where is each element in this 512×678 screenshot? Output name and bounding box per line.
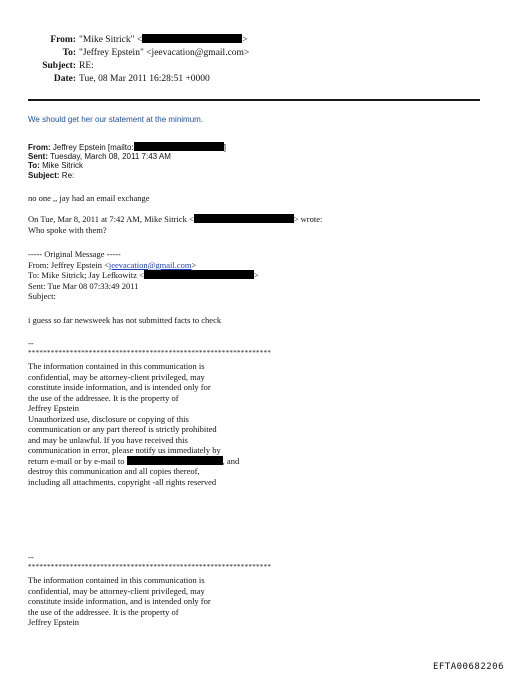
- disclaimer-line: Unauthorized use, disclosure or copying of this: [28, 413, 189, 424]
- fwd-to-label: To:: [28, 161, 40, 170]
- disclaimer-dash: --: [28, 552, 34, 562]
- orig-from-email-link[interactable]: jeevacation@gmail.com: [108, 259, 192, 270]
- disclaimer-dash: --: [28, 338, 34, 348]
- orig-from-prefix: From: Jeffrey Epstein <: [28, 259, 109, 270]
- orig-from: From: Jeffrey Epstein <jeevacation@gmail.com>: [28, 259, 197, 270]
- fwd-sent-value: Tuesday, March 08, 2011 7:43 AM: [50, 151, 171, 161]
- redaction-block: [144, 270, 254, 279]
- fwd-sent: [28, 152, 171, 162]
- disclaimer-line: constitute inside information, and is intended only for: [28, 382, 211, 392]
- message-line: i guess so far newsweek has not submitted facts to check: [28, 315, 222, 325]
- header-subject: [0, 60, 94, 72]
- orig-sent: Sent: Tue Mar 08 07:33:49 2011: [28, 280, 139, 291]
- subject-label: Subject:: [42, 61, 76, 71]
- body-line: no one ,, jay had an email exchange: [28, 193, 150, 203]
- disclaimer-line: The information contained in this communication is: [28, 361, 205, 371]
- fwd-sent-label: Sent:: [28, 151, 48, 161]
- disclaimer-line: communication or any part thereof is strictly prohibited: [28, 424, 217, 434]
- quote-prefix: On Tue, Mar 8, 2011 at 7:42 AM, Mike Sitrick <: [28, 214, 194, 224]
- fwd-subject-value: Re:: [61, 170, 75, 180]
- header-date: [0, 73, 210, 85]
- disclaimer-line-prefix: return e-mail or by e-mail to: [28, 455, 125, 466]
- orig-header: ----- Original Message -----: [28, 249, 121, 259]
- redaction-block: [194, 214, 294, 223]
- disclaimer-line: Jeffrey Epstein: [28, 617, 80, 627]
- fwd-subject-label: Subject:: [28, 170, 60, 180]
- redaction-block: [134, 142, 224, 151]
- disclaimer-line: Jeffrey Epstein: [28, 403, 80, 413]
- fwd-from-label: From:: [28, 143, 51, 152]
- orig-to: To: Mike Sitrick; Jay Lefkowitz < >: [28, 270, 259, 280]
- disclaimer-line: destroy this communication and all copies thereof,: [28, 466, 200, 476]
- to-label: To:: [62, 48, 76, 58]
- disclaimer-line: the use of the addressee. It is the property of: [28, 392, 179, 403]
- to-value: "Jeffrey Epstein" <jeevacation@gmail.com>: [79, 48, 250, 58]
- disclaimer-line: confidential, may be attorney-client privileged, may: [28, 371, 205, 382]
- fwd-from: From: Jeffrey Epstein [mailto: ]: [28, 143, 226, 152]
- disclaimer-line: [28, 456, 239, 467]
- orig-subject: Subject:: [28, 291, 56, 301]
- disclaimer-line: and may be unlawful. If you have received this: [28, 434, 188, 445]
- document-id: EFTA00682206: [432, 662, 504, 672]
- disclaimer-line: the use of the addressee. It is the property of: [28, 606, 179, 617]
- fwd-to: [28, 161, 83, 171]
- disclaimer-stars: ****************************************************************: [28, 563, 272, 571]
- disclaimer-line: communication in error, please notify us immediately by: [28, 445, 221, 455]
- disclaimer-line-suffix: , and: [222, 455, 240, 466]
- orig-to-text: To: Mike Sitrick; Jay Lefkowitz <: [28, 270, 144, 280]
- fwd-to-value: Mike Sitrick: [42, 161, 83, 170]
- disclaimer-line: The information contained in this communication is: [28, 575, 205, 585]
- date-value: Tue, 08 Mar 2011 16:28:51 +0000: [79, 74, 210, 84]
- fwd-from-value: Jeffrey Epstein [mailto:: [52, 143, 134, 152]
- disclaimer-line: constitute inside information, and is intended only for: [28, 596, 211, 606]
- fwd-subject: [28, 171, 74, 181]
- date-label: Date:: [53, 74, 76, 84]
- reply-note: We should get her our statement at the minimum.: [28, 115, 204, 124]
- question-line: Who spoke with them?: [28, 224, 107, 235]
- subject-value: RE:: [79, 61, 94, 71]
- quote-line: [28, 214, 322, 225]
- quote-suffix: > wrote:: [293, 214, 323, 224]
- from-label: From:: [50, 35, 76, 45]
- header-divider: [28, 99, 480, 101]
- disclaimer-line: including all attachments. copyright -all rights reserved: [28, 476, 217, 487]
- header-from: From: "Mike Sitrick" < >: [0, 34, 248, 46]
- disclaimer-line: confidential, may be attorney-client privileged, may: [28, 585, 205, 596]
- from-value: "Mike Sitrick" <: [79, 35, 143, 45]
- redaction-block: [142, 34, 242, 43]
- header-to: [0, 47, 249, 59]
- disclaimer-stars: ****************************************************************: [28, 349, 272, 357]
- redaction-block: [127, 456, 223, 465]
